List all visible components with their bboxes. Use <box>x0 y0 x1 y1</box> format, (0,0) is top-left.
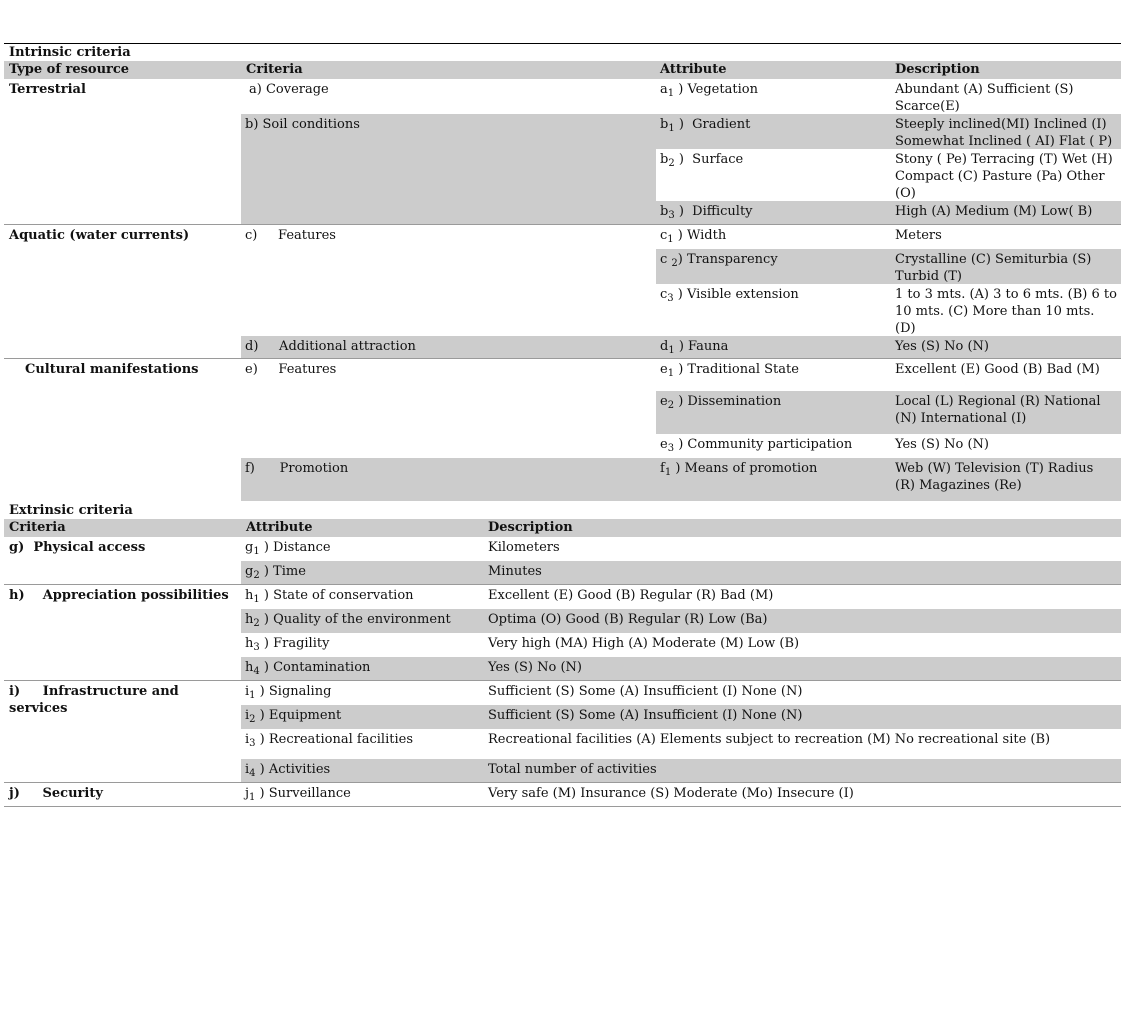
attribute-i2: $i_2$ ) Equipment <box>241 705 484 729</box>
attribute-a1: $a_1$ ) Vegetation <box>660 82 758 99</box>
criteria-g-physical-access: g) Physical access <box>9 540 146 555</box>
description-g1: Kilometers <box>488 540 560 555</box>
divider-aquatic-cultural <box>4 358 1121 359</box>
criteria-i-infrastructure: i) Infrastructure and services <box>9 684 179 716</box>
attribute-e3: $e_3$ ) Community participation <box>660 437 853 454</box>
criteria-f-promotion: f) Promotion <box>241 458 656 501</box>
attribute-e2: $e_2$ ) Dissemination <box>656 391 891 434</box>
description-h4: Yes (S) No (N) <box>484 657 1121 681</box>
divider-g-h <box>4 584 1121 585</box>
attribute-j1: $j_1$ ) Surveillance <box>245 786 351 803</box>
description-h1: Excellent (E) Good (B) Regular (R) Bad (M) <box>488 588 774 603</box>
attribute-c1: $c_1$ ) Width <box>660 228 727 245</box>
type-aquatic: Aquatic (water currents) <box>9 228 190 243</box>
description-c3: 1 to 3 mts. (A) 3 to 6 mts. (B) 6 to 10 mts. (C) More than 10 mts. (D) <box>895 287 1117 336</box>
attribute-e1: $e_1$ ) Traditional State <box>660 362 799 379</box>
extrinsic-header-row <box>4 519 1121 537</box>
description-i3: Recreational facilities (A) Elements subject to recreation (M) No recreational site (B) <box>488 732 1051 747</box>
criteria-j-security: j) Security <box>9 786 103 801</box>
attribute-c2: c $_2$) Transparency <box>656 249 891 284</box>
intrinsic-body <box>4 79 1121 502</box>
intrinsic-header-row <box>4 61 1121 79</box>
extrinsic-section-title: Extrinsic criteria <box>9 503 133 518</box>
description-e2: Local (L) Regional (R) National (N) International (I) <box>891 391 1121 434</box>
criteria-table <box>4 43 1121 807</box>
description-c2: Crystalline (C) Semiturbia (S) Turbid (T) <box>891 249 1121 284</box>
attribute-i4: $i_4$ ) Activities <box>241 759 484 783</box>
description-b2: Stony ( Pe) Terracing (T) Wet (H) Compact (C) Pasture (Pa) Other (O) <box>895 152 1113 201</box>
header-description-extrinsic: Description <box>488 520 573 535</box>
criteria-d-additional-attraction: d) Additional attraction <box>241 336 656 359</box>
criteria-c-features: c) Features <box>245 228 336 243</box>
intrinsic-section-title: Intrinsic criteria <box>9 45 131 60</box>
header-criteria: Criteria <box>246 62 303 77</box>
criteria-a-coverage: a) Coverage <box>249 82 329 97</box>
description-i4: Total number of activities <box>484 759 1121 783</box>
description-b1: Steeply inclined(MI) Inclined (I) Somewhat Inclined ( AI) Flat ( P) <box>891 114 1121 149</box>
criteria-b-soil-conditions: b) Soil conditions <box>241 114 656 225</box>
header-attribute: Attribute <box>660 62 727 77</box>
attribute-h2: $h_2$ ) Quality of the environment <box>241 609 484 633</box>
description-a1: Abundant (A) Sufficient (S) Scarce(E) <box>895 82 1074 114</box>
description-i1: Sufficient (S) Some (A) Insufficient (I) None (N) <box>488 684 803 699</box>
description-d1: Yes (S) No (N) <box>891 336 1121 359</box>
attribute-b2: $b_2$ ) Surface <box>660 152 744 169</box>
attribute-b3: $b_3$ ) Difficulty <box>656 201 891 225</box>
attribute-c3: $c_3$ ) Visible extension <box>660 287 799 304</box>
attribute-g2: $g_2$ ) Time <box>241 561 484 585</box>
description-i2: Sufficient (S) Some (A) Insufficient (I) None (N) <box>484 705 1121 729</box>
attribute-f1: $f_1$ ) Means of promotion <box>656 458 891 501</box>
attribute-h3: $h_3$ ) Fragility <box>245 636 330 653</box>
divider-i-j <box>4 782 1121 783</box>
table-bottom-rule <box>4 806 1121 807</box>
description-b3: High (A) Medium (M) Low( B) <box>891 201 1121 225</box>
description-g2: Minutes <box>484 561 1121 585</box>
attribute-h1: $h_1$ ) State of conservation <box>245 588 414 605</box>
description-e1: Excellent (E) Good (B) Bad (M) <box>895 362 1100 377</box>
criteria-e-features: e) Features <box>245 362 337 377</box>
attribute-h4: $h_4$ ) Contamination <box>241 657 484 681</box>
header-attribute-extrinsic: Attribute <box>246 520 313 535</box>
header-type-of-resource: Type of resource <box>9 62 130 77</box>
attribute-b1: $b_1$ ) Gradient <box>656 114 891 149</box>
description-e3: Yes (S) No (N) <box>895 437 989 452</box>
description-j1: Very safe (M) Insurance (S) Moderate (Mo) Insecure (I) <box>488 786 854 801</box>
attribute-g1: $g_1$ ) Distance <box>245 540 331 557</box>
description-f1: Web (W) Television (T) Radius (R) Magazines (Re) <box>891 458 1121 501</box>
header-criteria-extrinsic: Criteria <box>9 520 66 535</box>
description-c1: Meters <box>895 228 942 243</box>
header-description: Description <box>895 62 980 77</box>
criteria-h-appreciation: h) Appreciation possibilities <box>9 588 229 603</box>
type-cultural: Cultural manifestations <box>25 362 199 377</box>
attribute-d1: $d_1$ ) Fauna <box>656 336 891 359</box>
description-h3: Very high (MA) High (A) Moderate (M) Low (B) <box>488 636 800 651</box>
type-terrestrial: Terrestrial <box>9 82 86 97</box>
description-h2: Optima (O) Good (B) Regular (R) Low (Ba) <box>484 609 1121 633</box>
divider-h-i <box>4 680 1121 681</box>
attribute-i3: $i_3$ ) Recreational facilities <box>245 732 413 749</box>
extrinsic-body <box>4 537 1121 807</box>
divider-terrestrial-aquatic <box>4 224 1121 225</box>
attribute-i1: $i_1$ ) Signaling <box>245 684 332 701</box>
